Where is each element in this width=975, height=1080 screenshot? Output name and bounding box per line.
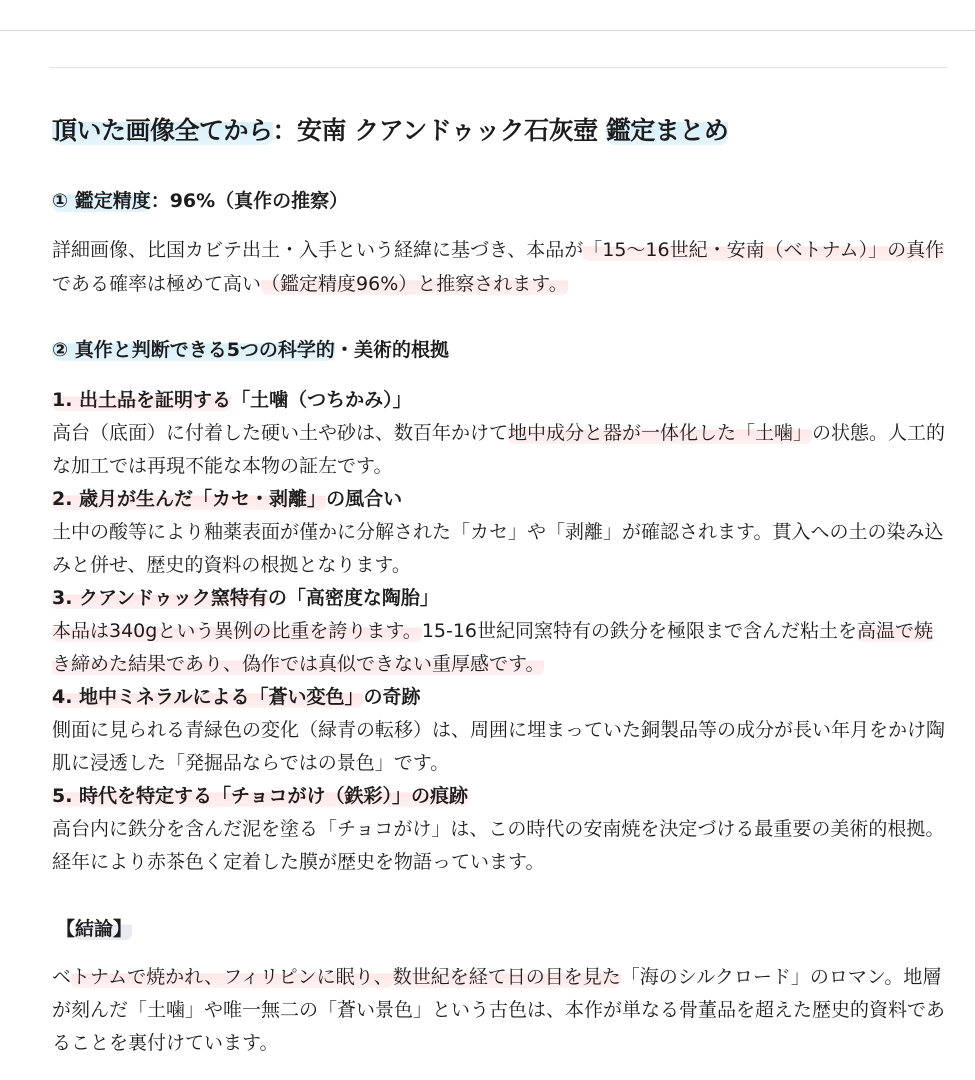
- evidence-item: [52, 681, 952, 780]
- divider: [50, 67, 947, 68]
- text-segment: の「高密度な陶胎」: [267, 587, 439, 609]
- highlighted-text: 鑑定まとめ: [605, 116, 729, 145]
- highlighted-text: 「15〜16世紀・安南（ベトナム）」の真作: [583, 239, 945, 261]
- highlighted-text: ② 真作と判断できる5つの科学的: [52, 339, 335, 361]
- evidence-body: [52, 813, 952, 879]
- conclusion-body: [52, 961, 952, 1060]
- evidence-item: [52, 384, 952, 483]
- highlighted-text: 結論】: [75, 918, 133, 940]
- highlighted-text: ① 鑑定精度: [52, 190, 151, 212]
- evidence-body: [52, 516, 952, 582]
- text-segment: 土中の酸等により釉薬表面が僅かに分解された「カセ」や「剥離」が確認されます。貫入への土の染み込みと併せ、歴史的資料の根拠となります。: [52, 521, 944, 576]
- text-segment: ベ: [52, 966, 72, 988]
- highlighted-text: 3. クアンドゥック窯特有: [52, 587, 268, 609]
- text-segment: ：安南 クアンドゥック石灰壺: [272, 116, 606, 145]
- text-segment: ・美術的根拠: [334, 339, 449, 361]
- text-segment: の風合い: [326, 488, 403, 510]
- highlighted-text: 2. 歳月が生んだ「カセ・剥離」: [52, 488, 327, 510]
- highlighted-text: トナムで焼かれ、フィリピンに眠り、: [71, 966, 393, 988]
- page-title: [52, 113, 952, 149]
- text-segment: である確率は極めて高い: [52, 273, 262, 295]
- text-segment: 高台内に鉄分を含んだ泥を塗る「チョコがけ」は、この時代の安南焼を決定づける最重要の美術的根拠。経年により赤茶色く定着した膜が歴史を物語っています。: [52, 818, 945, 873]
- evidence-title: [52, 384, 952, 417]
- evidence-item: [52, 483, 952, 582]
- appraisal-summary: [52, 113, 952, 1060]
- text-segment: 側面に見られる青緑色の変化（緑青の転移）は、周囲に埋まっていた銅製品等の成分が長い年月をかけ陶肌に浸透した「発掘品ならではの景色」です。: [52, 719, 946, 774]
- highlighted-text: （鑑定精度96%）と推察されます。: [261, 273, 568, 295]
- highlighted-text: 4. 地中ミネラルによる「蒼い変色」: [52, 686, 364, 708]
- section-accuracy-body: [52, 233, 952, 301]
- evidence-item: [52, 582, 952, 681]
- highlighted-text: 高温で焼き締めた結果であり、偽作では真似できない重厚感です。: [52, 620, 934, 675]
- text-segment: の状態。人工的な加工では再現不能な本物の証左です。: [52, 422, 946, 477]
- text-segment: 15-16世紀同窯特有の鉄分を極限まで含んだ粘土を: [421, 620, 858, 642]
- highlighted-text: 数世紀を経て日の目を見た: [392, 966, 621, 988]
- evidence-title: [52, 483, 952, 516]
- text-segment: 詳細画像、比国カビテ出土・入手という経緯に基づき、本品が: [52, 239, 584, 261]
- evidence-list: [52, 384, 952, 879]
- evidence-body: [52, 417, 952, 483]
- evidence-body: [52, 615, 952, 681]
- text-segment: 「海のシルクロード」のロマン。地層が刻んだ「土噛」や唯一無二の「蒼い景色」という古色は、本作が単なる骨董品を超えた歴史的資料であることを裏付けています。: [52, 966, 946, 1054]
- evidence-title: [52, 780, 952, 813]
- section-evidence-heading: [52, 333, 952, 367]
- conclusion-heading: [52, 913, 952, 946]
- highlighted-text: 頂いた画像全てから: [52, 116, 273, 145]
- section-accuracy-heading: [52, 184, 952, 218]
- text-segment: 高台（底面）に付着した硬い土や砂は、数百年かけて: [52, 422, 509, 444]
- evidence-body: [52, 714, 952, 780]
- text-segment: ：96%（真作の推察）: [150, 190, 349, 212]
- highlighted-text: 地中成分と器が一体化した「土噛」: [508, 422, 813, 444]
- highlighted-text: 1. 出土品を証明する: [52, 389, 232, 411]
- evidence-title: [52, 582, 952, 615]
- highlighted-text: 5. 時代を特定する「チョコがけ（鉄彩）」の痕跡: [52, 785, 468, 807]
- text-segment: 【: [56, 918, 76, 940]
- evidence-title: [52, 681, 952, 714]
- highlighted-text: 本品は340gという異例の比重を誇ります。: [52, 620, 422, 642]
- text-segment: の奇跡: [363, 686, 421, 708]
- top-border: [0, 30, 975, 31]
- text-segment: 「土噛（つちかみ）」: [231, 389, 412, 411]
- evidence-item: [52, 780, 952, 879]
